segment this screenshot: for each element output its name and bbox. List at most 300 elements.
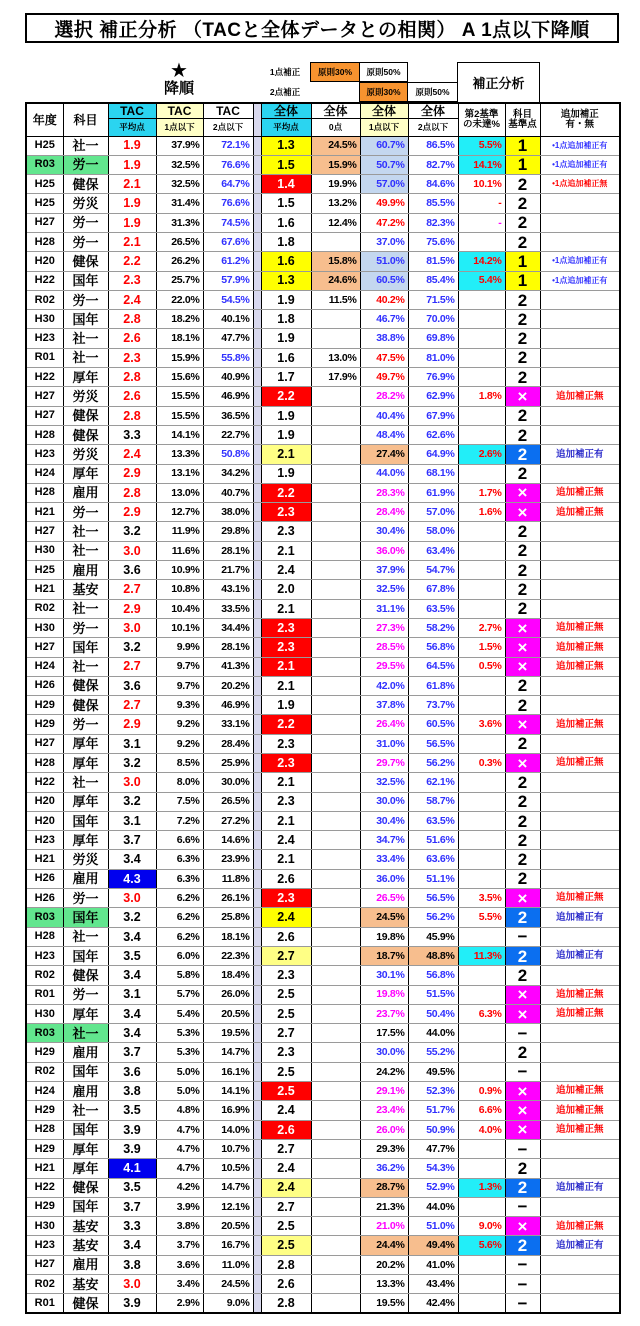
column-divider (253, 985, 261, 1004)
cell-tac_avg: 2.8 (108, 406, 156, 425)
cell-all_0pt (311, 1024, 360, 1043)
cell-tac_1pt_or_less: 8.0% (156, 773, 203, 792)
table-row (26, 329, 620, 348)
table-row (26, 310, 620, 329)
cell-all_avg: 2.6 (261, 1120, 311, 1139)
cell-all_1pt_or_less: 30.4% (360, 522, 408, 541)
cell-all_1pt_or_less: 26.4% (360, 715, 408, 734)
cell-all_0pt (311, 522, 360, 541)
cell-all_0pt (311, 406, 360, 425)
cell-all_1pt_or_less: 36.0% (360, 869, 408, 888)
cell-all_1pt_or_less: 31.0% (360, 734, 408, 753)
cell-tac_1pt_or_less: 9.3% (156, 696, 203, 715)
cell-all_0pt (311, 927, 360, 946)
header-all-1pt-sub: 1点以下 (360, 118, 408, 136)
cell-tac_1pt_or_less: 6.2% (156, 889, 203, 908)
cell-second_standard_unmet (458, 1062, 505, 1081)
cell-second_standard_unmet: 5.4% (458, 271, 505, 290)
cell-tac_2pt_or_less: 41.3% (203, 657, 253, 676)
cell-all_2pt_or_less: 67.9% (408, 406, 458, 425)
cell-second_standard_unmet: 0.5% (458, 657, 505, 676)
table-row (26, 348, 620, 367)
cell-tac_1pt_or_less: 9.7% (156, 676, 203, 695)
cell-tac_avg: 3.1 (108, 734, 156, 753)
cell-all_avg: 2.4 (261, 908, 311, 927)
cell-year: H20 (26, 252, 63, 271)
cell-year: H23 (26, 329, 63, 348)
cell-subject: 雇用 (63, 1043, 108, 1062)
table-row (26, 676, 620, 695)
cell-second_standard_unmet (458, 232, 505, 251)
cell-all_0pt (311, 483, 360, 502)
cell-tac_2pt_or_less: 40.1% (203, 310, 253, 329)
header-all-avg: 全体 (261, 103, 311, 118)
cell-subject_base_point: 2 (505, 348, 540, 367)
table-row (26, 213, 620, 232)
cell-all_0pt (311, 715, 360, 734)
cell-additional_correction (540, 831, 620, 850)
table-row (26, 561, 620, 580)
cell-all_1pt_or_less: 27.3% (360, 618, 408, 637)
cell-subject: 社一 (63, 1024, 108, 1043)
table-body (26, 136, 620, 1313)
cell-all_0pt (311, 889, 360, 908)
cell-all_avg: 2.3 (261, 754, 311, 773)
column-divider (253, 483, 261, 502)
cell-tac_2pt_or_less: 9.0% (203, 1294, 253, 1313)
cell-subject_base_point: 2 (505, 464, 540, 483)
cell-tac_avg: 2.8 (108, 483, 156, 502)
cell-subject: 労一 (63, 715, 108, 734)
cell-tac_avg: 3.6 (108, 561, 156, 580)
cell-tac_avg: 1.9 (108, 155, 156, 174)
cell-tac_2pt_or_less: 14.7% (203, 1043, 253, 1062)
cell-tac_1pt_or_less: 4.7% (156, 1120, 203, 1139)
cell-tac_2pt_or_less: 24.5% (203, 1275, 253, 1294)
cell-all_0pt (311, 561, 360, 580)
table-row (26, 1139, 620, 1158)
cell-all_2pt_or_less: 69.8% (408, 329, 458, 348)
cell-additional_correction (540, 696, 620, 715)
cell-year: H28 (26, 927, 63, 946)
cell-subject_base_point: 2 (505, 232, 540, 251)
cell-all_2pt_or_less: 71.5% (408, 290, 458, 309)
cell-year: H26 (26, 889, 63, 908)
table-row (26, 445, 620, 464)
cell-year: H25 (26, 175, 63, 194)
cell-subject_base_point: 2 (505, 792, 540, 811)
cell-additional_correction (540, 1275, 620, 1294)
table-row (26, 696, 620, 715)
cell-year: H27 (26, 406, 63, 425)
cell-all_avg: 2.6 (261, 927, 311, 946)
cell-subject: 健保 (63, 696, 108, 715)
cell-all_1pt_or_less: 31.1% (360, 599, 408, 618)
cell-subject: 国年 (63, 1197, 108, 1216)
cell-second_standard_unmet (458, 1197, 505, 1216)
cell-all_avg: 2.5 (261, 1004, 311, 1023)
cell-all_avg: 1.8 (261, 232, 311, 251)
cell-all_1pt_or_less: 29.1% (360, 1082, 408, 1101)
cell-year: H29 (26, 715, 63, 734)
header-second-standard-line2: の未達% (463, 118, 500, 130)
column-divider (253, 464, 261, 483)
cell-tac_avg: 3.2 (108, 754, 156, 773)
cell-all_0pt (311, 1255, 360, 1274)
cell-subject: 労一 (63, 503, 108, 522)
cell-additional_correction: 追加補正有 (540, 445, 620, 464)
table-row (26, 503, 620, 522)
cell-additional_correction: 追加補正無 (540, 1120, 620, 1139)
cell-all_2pt_or_less: 73.7% (408, 696, 458, 715)
cell-all_2pt_or_less: 43.4% (408, 1275, 458, 1294)
cell-all_1pt_or_less: 32.5% (360, 773, 408, 792)
cell-additional_correction (540, 1062, 620, 1081)
cell-all_2pt_or_less: 49.4% (408, 1236, 458, 1255)
column-divider (253, 406, 261, 425)
cell-tac_2pt_or_less: 46.9% (203, 387, 253, 406)
cell-all_1pt_or_less: 33.4% (360, 850, 408, 869)
cell-tac_2pt_or_less: 55.8% (203, 348, 253, 367)
cell-second_standard_unmet (458, 561, 505, 580)
column-divider (253, 1159, 261, 1178)
cell-second_standard_unmet (458, 831, 505, 850)
cell-subject: 厚年 (63, 754, 108, 773)
cell-subject_base_point: 2 (505, 580, 540, 599)
cell-tac_avg: 3.4 (108, 1004, 156, 1023)
column-divider (253, 1178, 261, 1197)
cell-second_standard_unmet: - (458, 213, 505, 232)
header-all-0pt-sub: 0点 (311, 118, 360, 136)
cell-year: H29 (26, 1043, 63, 1062)
cell-tac_avg: 4.1 (108, 1159, 156, 1178)
cell-subject: 国年 (63, 1120, 108, 1139)
table-row (26, 290, 620, 309)
cell-all_2pt_or_less: 76.9% (408, 368, 458, 387)
column-divider (253, 889, 261, 908)
cell-subject_base_point: 2 (505, 908, 540, 927)
cell-all_2pt_or_less: 52.9% (408, 1178, 458, 1197)
cell-all_1pt_or_less: 17.5% (360, 1024, 408, 1043)
cell-all_2pt_or_less: 64.9% (408, 445, 458, 464)
cell-subject: 社一 (63, 541, 108, 560)
table-row (26, 1255, 620, 1274)
cell-all_avg: 1.7 (261, 368, 311, 387)
table-row (26, 734, 620, 753)
cell-additional_correction (540, 329, 620, 348)
cell-second_standard_unmet (458, 348, 505, 367)
table-row (26, 618, 620, 637)
cell-subject_base_point: 1 (505, 136, 540, 155)
table-row (26, 1236, 620, 1255)
table-row (26, 155, 620, 174)
cell-all_2pt_or_less: 56.8% (408, 966, 458, 985)
cell-all_avg: 2.5 (261, 1062, 311, 1081)
cell-all_2pt_or_less: 68.1% (408, 464, 458, 483)
cell-tac_2pt_or_less: 19.5% (203, 1024, 253, 1043)
cell-tac_2pt_or_less: 36.5% (203, 406, 253, 425)
cell-second_standard_unmet (458, 773, 505, 792)
column-divider (253, 1043, 261, 1062)
cell-additional_correction: •1点追加補正有 (540, 252, 620, 271)
cell-all_1pt_or_less: 27.4% (360, 445, 408, 464)
cell-all_avg: 2.4 (261, 1101, 311, 1120)
cell-second_standard_unmet: 2.7% (458, 618, 505, 637)
cell-all_avg: 2.3 (261, 1043, 311, 1062)
cell-tac_avg: 2.9 (108, 599, 156, 618)
cell-tac_1pt_or_less: 5.0% (156, 1062, 203, 1081)
cell-all_0pt (311, 831, 360, 850)
cell-tac_2pt_or_less: 28.1% (203, 638, 253, 657)
cell-all_2pt_or_less: 51.6% (408, 831, 458, 850)
cell-tac_avg: 3.4 (108, 850, 156, 869)
cell-tac_1pt_or_less: 7.5% (156, 792, 203, 811)
table-row (26, 850, 620, 869)
cell-subject: 基安 (63, 1236, 108, 1255)
cell-tac_2pt_or_less: 14.7% (203, 1178, 253, 1197)
cell-tac_2pt_or_less: 23.9% (203, 850, 253, 869)
cell-tac_2pt_or_less: 20.5% (203, 1217, 253, 1236)
star-icon: ★ (170, 60, 188, 82)
cell-tac_1pt_or_less: 4.7% (156, 1139, 203, 1158)
cell-year: H24 (26, 464, 63, 483)
header-second-standard-line1: 第2基準 (464, 109, 499, 121)
table-row (26, 1024, 620, 1043)
table-row (26, 522, 620, 541)
cell-all_0pt (311, 696, 360, 715)
cell-all_0pt (311, 1178, 360, 1197)
header-all-1pt: 全体 (360, 103, 408, 118)
cell-additional_correction: 追加補正有 (540, 1178, 620, 1197)
cell-subject_base_point: 2 (505, 811, 540, 830)
cell-subject_base_point: 2 (505, 290, 540, 309)
cell-all_0pt (311, 1197, 360, 1216)
column-divider (253, 175, 261, 194)
column-divider (253, 657, 261, 676)
cell-all_1pt_or_less: 37.0% (360, 232, 408, 251)
table-row (26, 464, 620, 483)
cell-all_2pt_or_less: 49.5% (408, 1062, 458, 1081)
cell-subject_base_point: 2 (505, 696, 540, 715)
cell-all_0pt (311, 657, 360, 676)
cell-all_1pt_or_less: 40.4% (360, 406, 408, 425)
cell-all_1pt_or_less: 30.0% (360, 1043, 408, 1062)
cell-tac_avg: 1.9 (108, 136, 156, 155)
column-divider (253, 831, 261, 850)
cell-all_1pt_or_less: 30.1% (360, 966, 408, 985)
cell-tac_2pt_or_less: 26.0% (203, 985, 253, 1004)
cell-all_avg: 2.2 (261, 715, 311, 734)
cell-additional_correction (540, 773, 620, 792)
cell-tac_2pt_or_less: 50.8% (203, 445, 253, 464)
cell-all_2pt_or_less: 50.9% (408, 1120, 458, 1139)
cell-tac_1pt_or_less: 6.3% (156, 850, 203, 869)
cell-all_0pt: 13.2% (311, 194, 360, 213)
header-all-2pt-sub: 2点以下 (408, 118, 458, 136)
column-divider (253, 1275, 261, 1294)
cell-tac_2pt_or_less: 20.5% (203, 1004, 253, 1023)
table-row (26, 1101, 620, 1120)
cell-all_2pt_or_less: 51.1% (408, 869, 458, 888)
cell-year: H30 (26, 1217, 63, 1236)
cell-additional_correction: 追加補正無 (540, 503, 620, 522)
cell-second_standard_unmet (458, 1294, 505, 1313)
cell-year: R02 (26, 1062, 63, 1081)
cell-all_0pt (311, 445, 360, 464)
cell-all_1pt_or_less: 19.8% (360, 927, 408, 946)
cell-tac_avg: 3.5 (108, 946, 156, 965)
column-divider (253, 1217, 261, 1236)
header-note-line1: 追加補正 (560, 109, 599, 121)
cell-subject_base_point: × (505, 1082, 540, 1101)
cell-all_avg: 1.9 (261, 425, 311, 444)
cell-tac_2pt_or_less: 18.4% (203, 966, 253, 985)
cell-all_2pt_or_less: 60.5% (408, 715, 458, 734)
column-divider (253, 387, 261, 406)
cell-all_avg: 2.3 (261, 966, 311, 985)
table-row (26, 966, 620, 985)
cell-tac_avg: 3.2 (108, 792, 156, 811)
table-row (26, 1120, 620, 1139)
cell-second_standard_unmet (458, 676, 505, 695)
cell-tac_1pt_or_less: 9.2% (156, 715, 203, 734)
column-divider (253, 1082, 261, 1101)
cell-all_avg: 2.3 (261, 889, 311, 908)
cell-subject_base_point: × (505, 754, 540, 773)
cell-year: H28 (26, 1120, 63, 1139)
column-divider (253, 232, 261, 251)
cell-all_avg: 2.7 (261, 1024, 311, 1043)
cell-tac_2pt_or_less: 25.9% (203, 754, 253, 773)
cell-subject: 厚年 (63, 1004, 108, 1023)
cell-all_0pt (311, 1043, 360, 1062)
cell-additional_correction (540, 734, 620, 753)
header-all-2pt: 全体 (408, 103, 458, 118)
cell-tac_2pt_or_less: 22.3% (203, 946, 253, 965)
cell-tac_1pt_or_less: 2.9% (156, 1294, 203, 1313)
cell-tac_2pt_or_less: 76.6% (203, 155, 253, 174)
cell-year: H29 (26, 1139, 63, 1158)
cell-year: H20 (26, 811, 63, 830)
cell-subject: 国年 (63, 310, 108, 329)
cell-all_0pt (311, 387, 360, 406)
cell-year: H22 (26, 368, 63, 387)
cell-all_avg: 2.4 (261, 561, 311, 580)
cell-year: H21 (26, 580, 63, 599)
cell-second_standard_unmet: 1.8% (458, 387, 505, 406)
cell-year: H30 (26, 1004, 63, 1023)
cell-all_2pt_or_less: 50.4% (408, 1004, 458, 1023)
column-divider (253, 754, 261, 773)
table-row (26, 1082, 620, 1101)
table-row (26, 1275, 620, 1294)
cell-all_avg: 2.2 (261, 483, 311, 502)
cell-tac_1pt_or_less: 5.8% (156, 966, 203, 985)
cell-second_standard_unmet: 0.9% (458, 1082, 505, 1101)
cell-year: H30 (26, 310, 63, 329)
cell-second_standard_unmet: 11.3% (458, 946, 505, 965)
column-divider (253, 696, 261, 715)
cell-all_avg: 2.6 (261, 869, 311, 888)
cell-all_2pt_or_less: 63.6% (408, 850, 458, 869)
cell-tac_1pt_or_less: 15.9% (156, 348, 203, 367)
cell-year: H21 (26, 850, 63, 869)
column-divider (253, 136, 261, 155)
cell-all_0pt (311, 1101, 360, 1120)
cell-subject_base_point: 2 (505, 869, 540, 888)
cell-tac_2pt_or_less: 11.8% (203, 869, 253, 888)
table-row (26, 985, 620, 1004)
cell-year: H25 (26, 194, 63, 213)
column-divider (253, 792, 261, 811)
cell-subject_base_point: 2 (505, 599, 540, 618)
column-divider (253, 869, 261, 888)
cell-all_0pt (311, 1236, 360, 1255)
cell-all_2pt_or_less: 85.4% (408, 271, 458, 290)
cell-subject_base_point: × (505, 1101, 540, 1120)
cell-all_avg: 2.5 (261, 1236, 311, 1255)
header-subject: 科目 (63, 103, 108, 136)
cell-all_avg: 2.8 (261, 1294, 311, 1313)
cell-additional_correction: •1点追加補正無 (540, 175, 620, 194)
cell-all_1pt_or_less: 30.4% (360, 811, 408, 830)
cell-tac_2pt_or_less: 28.1% (203, 541, 253, 560)
cell-second_standard_unmet: 10.1% (458, 175, 505, 194)
cell-all_avg: 1.5 (261, 194, 311, 213)
cell-second_standard_unmet: 1.7% (458, 483, 505, 502)
cell-all_2pt_or_less: 63.5% (408, 811, 458, 830)
cell-tac_1pt_or_less: 3.7% (156, 1236, 203, 1255)
cell-all_2pt_or_less: 51.5% (408, 985, 458, 1004)
column-divider (253, 522, 261, 541)
cell-subject: 国年 (63, 271, 108, 290)
cell-all_avg: 1.9 (261, 464, 311, 483)
cell-year: H27 (26, 734, 63, 753)
cell-all_1pt_or_less: 23.7% (360, 1004, 408, 1023)
cell-subject_base_point: × (505, 1120, 540, 1139)
cell-second_standard_unmet (458, 290, 505, 309)
cell-tac_avg: 2.8 (108, 310, 156, 329)
cell-year: R02 (26, 290, 63, 309)
column-divider (253, 715, 261, 734)
cell-tac_1pt_or_less: 3.9% (156, 1197, 203, 1216)
table-row (26, 946, 620, 965)
cell-year: H27 (26, 387, 63, 406)
cell-all_0pt (311, 618, 360, 637)
cell-tac_avg: 2.1 (108, 175, 156, 194)
cell-additional_correction: •1点追加補正有 (540, 136, 620, 155)
cell-all_avg: 2.5 (261, 1217, 311, 1236)
cell-tac_1pt_or_less: 6.2% (156, 927, 203, 946)
cell-all_2pt_or_less: 70.0% (408, 310, 458, 329)
cell-second_standard_unmet (458, 1275, 505, 1294)
cell-subject_base_point: 2 (505, 1236, 540, 1255)
header-tac-1pt-sub: 1点以下 (156, 118, 203, 136)
cell-second_standard_unmet (458, 850, 505, 869)
cell-year: H29 (26, 696, 63, 715)
cell-subject_base_point: 2 (505, 946, 540, 965)
cell-additional_correction: 追加補正無 (540, 1004, 620, 1023)
table-row (26, 425, 620, 444)
cell-all_0pt (311, 773, 360, 792)
cell-tac_1pt_or_less: 3.4% (156, 1275, 203, 1294)
cell-all_0pt (311, 1139, 360, 1158)
cell-second_standard_unmet: 3.5% (458, 889, 505, 908)
cell-tac_2pt_or_less: 40.7% (203, 483, 253, 502)
table-row (26, 773, 620, 792)
cell-tac_avg: 3.1 (108, 811, 156, 830)
cell-subject: 社一 (63, 329, 108, 348)
